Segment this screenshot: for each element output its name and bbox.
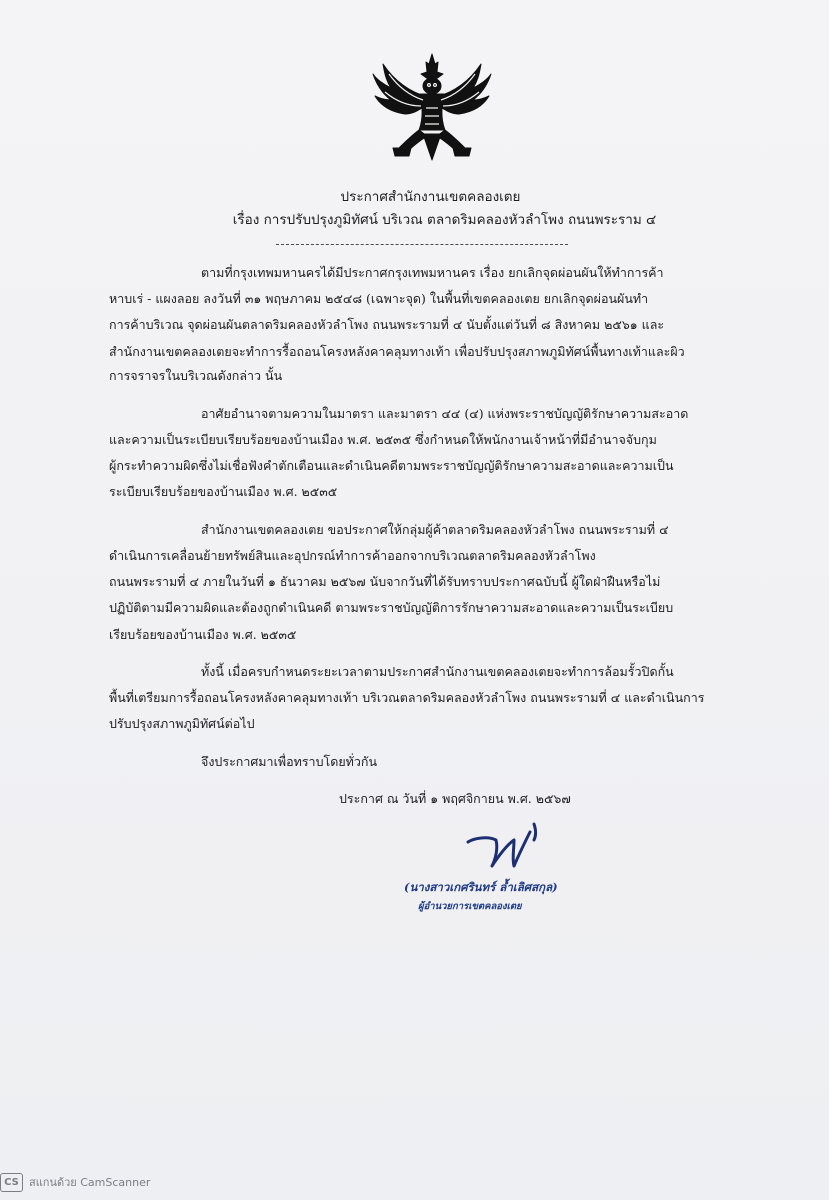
camscanner-watermark — [0, 1170, 150, 1194]
camscanner-logo-icon: CS — [0, 1173, 23, 1192]
paragraph-1-line: การจราจรในบริเวณดังกล่าว นั้น — [109, 368, 283, 383]
paragraph-3-line: ปฏิบัติตามมีความผิดและต้องถูกดำเนินคดี ตามพระราชบัญญัติการรักษาความสะอาดและความเป็นระเบียบ — [109, 600, 674, 615]
paragraph-2-line: อาศัยอำนาจตามความในมาตรา และมาตรา ๔๔ (๔) แห่งพระราชบัญญัติรักษาความสะอาด — [201, 406, 689, 421]
closing-line: จึงประกาศมาเพื่อทราบโดยทั่วกัน — [201, 754, 378, 769]
announcement-date: ประกาศ ณ วันที่ ๑ พฤศจิกายน พ.ศ. ๒๕๖๗ — [339, 791, 571, 806]
garuda-emblem-icon — [371, 52, 493, 162]
paragraph-2-line: ระเบียบเรียบร้อยของบ้านเมือง พ.ศ. ๒๕๓๕ — [109, 484, 338, 499]
paragraph-3-line: ดำเนินการเคลื่อนย้ายทรัพย์สินและอุปกรณ์ทำการค้าออกจากบริเวณตลาดริมคลองหัวลำโพง — [109, 548, 596, 563]
paragraph-1-line: หาบเร่ - แผงลอย ลงวันที่ ๓๑ พฤษภาคม ๒๕๔๘ (เฉพาะจุด) ในพื้นที่เขตคลองเตย ยกเลิกจุดผ่อนผันทำ — [109, 291, 649, 306]
title-divider — [276, 244, 568, 245]
watermark-text: สแกนด้วย CamScanner — [29, 1176, 151, 1189]
signer-name: (นางสาวเกศรินทร์ ล้ำเลิศสกุล) — [404, 880, 558, 894]
paragraph-2-line: ผู้กระทำความผิดซึ่งไม่เชื่อฟังคำตักเตือนและดำเนินคดีตามพระราชบัญญัติรักษาความสะอาดและความเป็น — [109, 458, 674, 473]
paragraph-1-line: สำนักงานเขตคลองเตยจะทำการรื้อถอนโครงหลังคาคลุมทางเท้า เพื่อปรับปรุงสภาพภูมิทัศน์พื้นทางเท้าและผิว — [109, 344, 685, 359]
paragraph-3-line: เรียบร้อยของบ้านเมือง พ.ศ. ๒๕๓๕ — [109, 627, 297, 642]
paragraph-4-line: ปรับปรุงสภาพภูมิทัศน์ต่อไป — [109, 716, 255, 731]
paragraph-1-line: ตามที่กรุงเทพมหานครได้มีประกาศกรุงเทพมหานคร เรื่อง ยกเลิกจุดผ่อนผันให้ทำการค้า — [201, 265, 664, 280]
document-title: ประกาศสำนักงานเขตคลองเตย — [340, 189, 521, 205]
paragraph-3-line: ถนนพระรามที่ ๔ ภายในวันที่ ๑ ธันวาคม ๒๕๖๗ นับจากวันที่ได้รับทราบประกาศฉบับนี้ ผู้ใดฝ่าฝืนหรือไม่ — [109, 574, 661, 589]
paragraph-4-line: พื้นที่เตรียมการรื้อถอนโครงหลังคาคลุมทางเท้า บริเวณตลาดริมคลองหัวลำโพง ถนนพระรามที่ ๔ และดำเนินการ — [109, 690, 705, 705]
paragraph-3-line: สำนักงานเขตคลองเตย ขอประกาศให้กลุ่มผู้ค้าตลาดริมคลองหัวลำโพง ถนนพระรามที่ ๔ — [201, 522, 669, 537]
handwritten-signature — [462, 818, 552, 872]
paragraph-2-line: และความเป็นระเบียบเรียบร้อยของบ้านเมือง พ.ศ. ๒๕๓๕ ซึ่งกำหนดให้พนักงานเจ้าหน้าที่มีอำนาจจับกุม — [109, 432, 657, 447]
signer-title: ผู้อำนวยการเขตคลองเตย — [418, 901, 522, 912]
document-subject: เรื่อง การปรับปรุงภูมิทัศน์ บริเวณ ตลาดริมคลองหัวลำโพง ถนนพระราม ๔ — [232, 212, 657, 228]
paragraph-4-line: ทั้งนี้ เมื่อครบกำหนดระยะเวลาตามประกาศสำนักงานเขตคลองเตยจะทำการล้อมรั้วปิดกั้น — [201, 664, 674, 679]
paragraph-1-line: การค้าบริเวณ จุดผ่อนผันตลาดริมคลองหัวลำโพง ถนนพระรามที่ ๔ นับตั้งแต่วันที่ ๘ สิงหาคม ๒๕๖๑ และ — [109, 317, 665, 332]
